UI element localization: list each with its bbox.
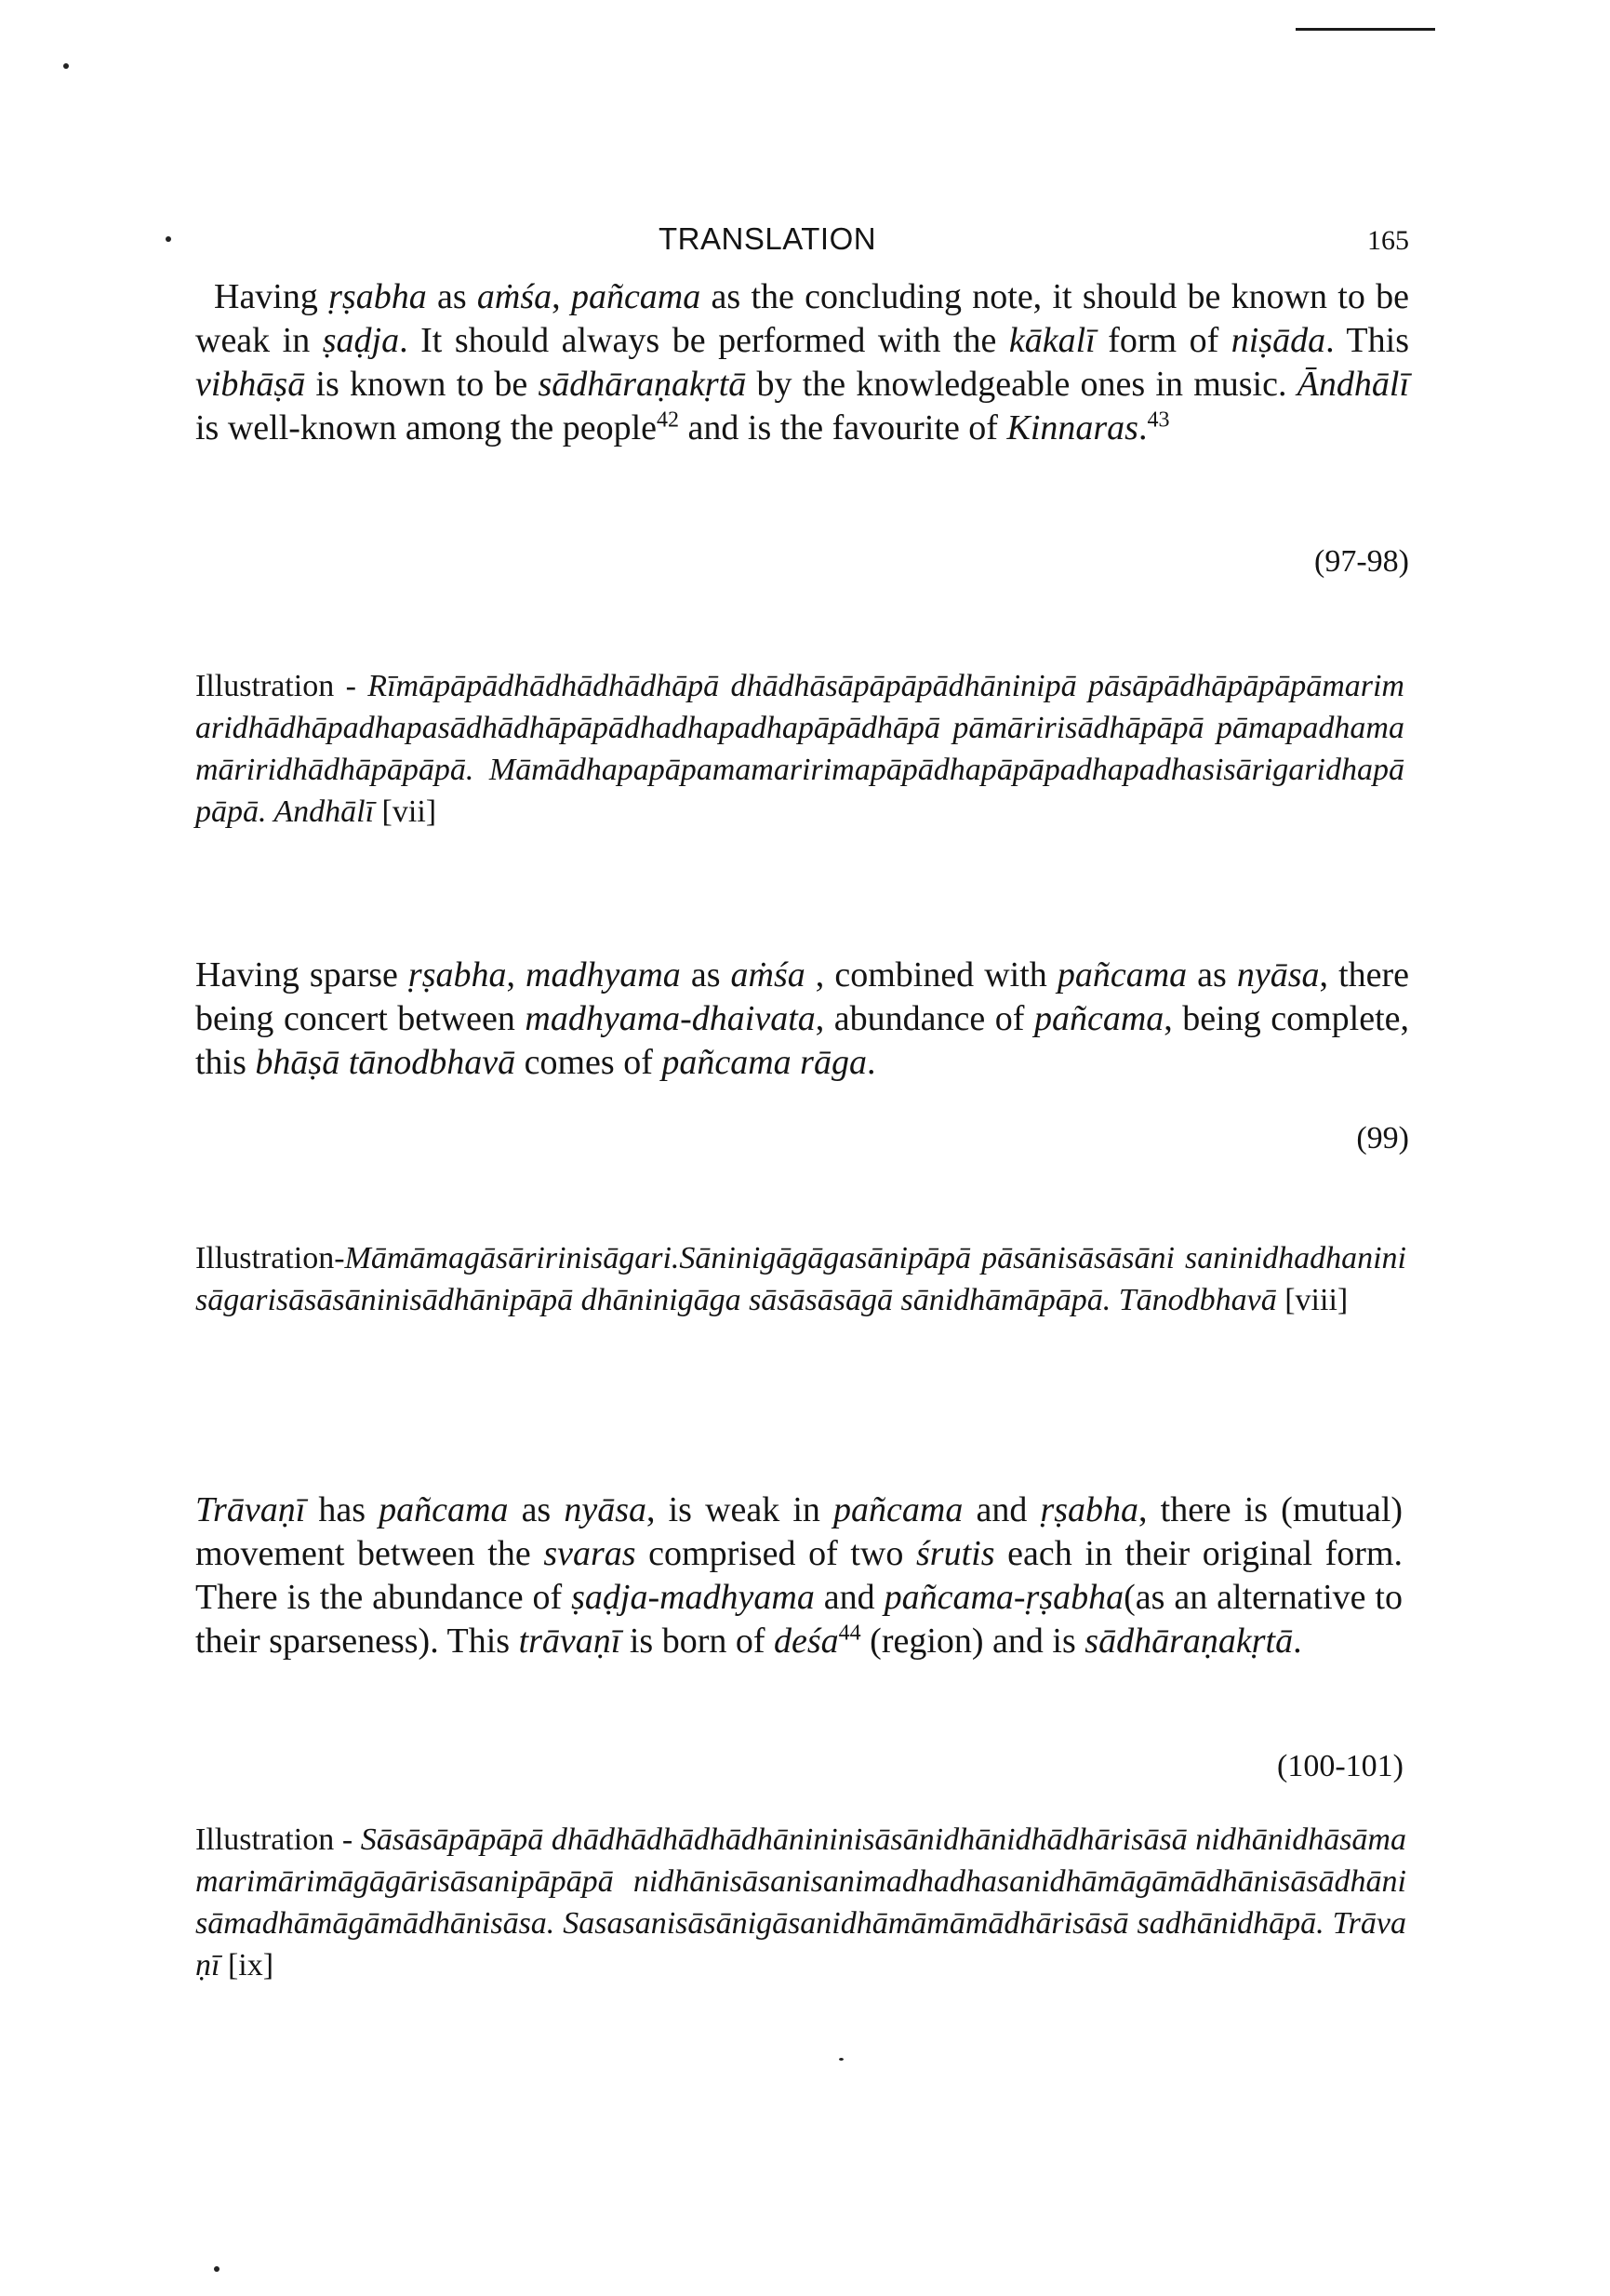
term: Kinnaras (1006, 408, 1138, 447)
term: pañcama (1057, 955, 1188, 994)
term: deśa (774, 1622, 839, 1661)
term: svaras (543, 1534, 636, 1573)
illustration-label: Illustration- (195, 1241, 345, 1275)
term: nyāsa (1236, 955, 1320, 994)
text: form of (1095, 321, 1231, 360)
text: by the knowledgeable ones in music. (746, 365, 1297, 404)
verse-97-98-paragraph (195, 275, 1409, 450)
top-rule (1296, 28, 1435, 31)
header-title: TRANSLATION (659, 221, 877, 256)
text: comprised of two (635, 1534, 917, 1573)
term: pañcama (833, 1490, 964, 1529)
text: . (1138, 408, 1148, 447)
text: as the concluding note, it should be known to be weak in (195, 277, 1410, 360)
illustration-tag: [ix] (227, 1948, 274, 1982)
term: pañcama (379, 1490, 509, 1529)
term: sādhāraṇakṛtā (1084, 1622, 1294, 1661)
notation-text: Rīmāpāpādhādhādhādhāpā dhādhāsāpāpāpādhāninipā pāsāpādhāpāpāpāmarimaridhādhāpadhapasādhādhāpāpādhadhapadhapāpādhāpā pāmāririsādhāpāpā pāmapadhamamāriridhādhāpāpāpā. Māmādhapapāpamamaririmapāpādhapāpāpadhapadhasisārigaridhapāpāpā. Andhālī (195, 669, 1404, 829)
text: , abundance of (815, 999, 1034, 1038)
notation-text: Māmāmagāsāririnisāgari.Sāninigāgāgasānipāpā pāsānisāsāsāni saninidhadhaninisāgarisāsāsāninisādhānipāpā dhāninigāga sāsāsāsāgā sānidhāmāpāpā. Tānodbhavā (195, 1241, 1406, 1317)
footnote-ref: 42 (657, 407, 680, 433)
running-header (158, 221, 1409, 264)
text: , being complete, this (195, 999, 1409, 1082)
term: madhyama (526, 955, 681, 994)
text: . It should always be performed with the (399, 321, 1009, 360)
term: niṣāda (1231, 321, 1326, 360)
text: comes of (515, 1043, 662, 1082)
text: as (426, 277, 477, 316)
term: pañcama-ṛṣabha (884, 1578, 1124, 1617)
text: is known to be (305, 365, 539, 404)
text: . (866, 1043, 876, 1082)
text: , there being concert between (195, 955, 1410, 1038)
term: pañcama rāga (661, 1043, 867, 1082)
term: vibhāṣā (195, 365, 306, 404)
illustration-label: Illustration - (195, 669, 368, 703)
verse-reference: (97-98) (1314, 544, 1409, 579)
illustration-tag: [vii] (381, 794, 437, 829)
term: śrutis (916, 1534, 995, 1573)
text: . This (1325, 321, 1409, 360)
term: pañcama (1033, 999, 1164, 1038)
illustration-label: Illustration - (195, 1822, 361, 1857)
page-number: 165 (1367, 225, 1409, 256)
term: aṁśa (730, 955, 805, 994)
term: aṁśa (476, 277, 552, 316)
verse-99-paragraph (195, 954, 1409, 1085)
notation-text: Sāsāsāpāpāpā dhādhādhādhādhānininisāsānidhānidhādhārisāsā nidhānidhāsāmamarimārimāgāgārisāsanipāpāpā nidhānisāsanisanimadhadhasanidhāmāgāmādhānisāsādhānisāmadhāmāgāmādhānisāsa. Sasasanisāsānigāsanidhāmāmāmādhārisāsā sadhānidhāpā. Trāvaṇī (195, 1822, 1406, 1982)
text: as (1187, 955, 1237, 994)
text: as (508, 1490, 565, 1529)
text: . (1293, 1622, 1302, 1661)
verse-reference: (99) (1356, 1121, 1409, 1155)
illustration-ix (195, 1819, 1406, 1986)
text: , there is (mutual) movement between the (195, 1490, 1404, 1573)
footnote-ref: 43 (1147, 407, 1170, 433)
illustration-tag: [viii] (1284, 1283, 1349, 1317)
text: Having sparse (195, 955, 408, 994)
text: , is weak in (646, 1490, 834, 1529)
term: bhāṣā tānodbhavā (255, 1043, 516, 1082)
text: has (305, 1490, 379, 1529)
verse-100-101-paragraph (195, 1488, 1403, 1663)
text: and (814, 1578, 885, 1617)
term: sādhāraṇakṛtā (538, 365, 747, 404)
term: Trāvaṇī (195, 1490, 306, 1529)
term: kākalī (1008, 321, 1096, 360)
term: Āndhālī (1297, 365, 1409, 404)
text: is born of (620, 1622, 775, 1661)
illustration-vii (195, 665, 1404, 833)
text: (as an alternative to their sparseness). This (195, 1578, 1403, 1661)
text: and (963, 1490, 1041, 1529)
text: Having (214, 277, 329, 316)
scan-speck (839, 2058, 844, 2061)
text: and is the favourite of (679, 408, 1007, 447)
text: , (552, 277, 571, 316)
term: trāvaṇī (518, 1622, 621, 1661)
text: , (506, 955, 526, 994)
text: as (680, 955, 731, 994)
term: pañcama (570, 277, 701, 316)
term: ṛṣabha (1040, 1490, 1139, 1529)
term: ṣaḍja-madhyama (571, 1578, 815, 1617)
term: ṛṣabha (328, 277, 427, 316)
text: is well-known among the people (195, 408, 658, 447)
term: madhyama-dhaivata (525, 999, 816, 1038)
scan-speck (63, 63, 69, 69)
term: ṛṣabha (407, 955, 507, 994)
illustration-viii (195, 1237, 1406, 1321)
text: , combined with (805, 955, 1058, 994)
verse-reference: (100-101) (1277, 1749, 1404, 1783)
scan-speck (214, 2266, 220, 2272)
term: ṣaḍja (322, 321, 400, 360)
footnote-ref: 44 (838, 1621, 861, 1646)
header-bullet (166, 236, 171, 242)
term: nyāsa (564, 1490, 646, 1529)
text: each in their original form. There is the abundance of (195, 1534, 1403, 1617)
text: (region) and is (860, 1622, 1085, 1661)
